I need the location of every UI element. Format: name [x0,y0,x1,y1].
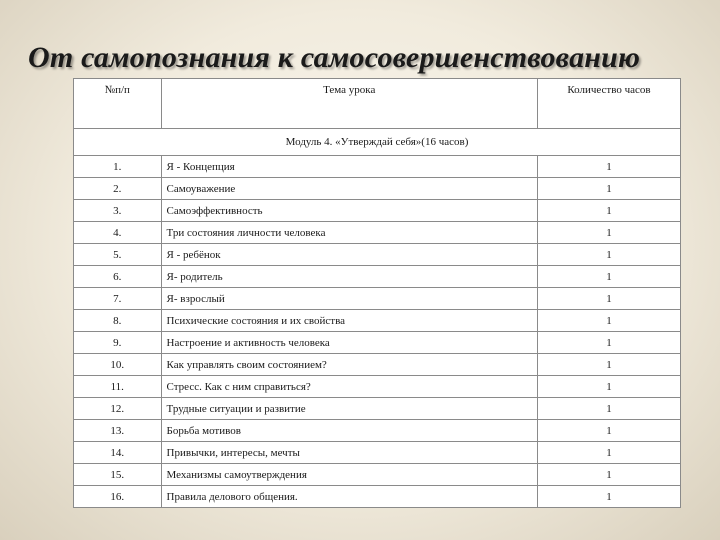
slide-title: От самопознания к самосовершенствованию [28,41,641,74]
table-header [74,79,681,129]
row-topic: Я - Концепция [161,156,537,178]
table-row [74,222,681,244]
row-hours: 1 [537,178,680,200]
row-hours: 1 [537,398,680,420]
row-hours: 1 [537,420,680,442]
table-row [74,376,681,398]
row-topic: Психические состояния и их свойства [161,310,537,332]
table-row [74,486,681,508]
row-number: 11. [74,376,162,398]
row-number: 7. [74,288,162,310]
table-row [74,398,681,420]
row-hours: 1 [537,288,680,310]
table-row [74,442,681,464]
table-row [74,156,681,178]
row-hours: 1 [537,266,680,288]
row-hours: 1 [537,354,680,376]
row-topic: Как управлять своим состоянием? [161,354,537,376]
header-row [74,79,681,129]
table-row [74,354,681,376]
module-title: Модуль 4. «Утверждай себя»(16 часов) [74,129,681,156]
table-row [74,178,681,200]
table-row [74,288,681,310]
row-number: 13. [74,420,162,442]
row-topic: Самоэффективность [161,200,537,222]
row-hours: 1 [537,376,680,398]
row-number: 16. [74,486,162,508]
row-number: 9. [74,332,162,354]
table-body [74,129,681,508]
row-hours: 1 [537,332,680,354]
row-hours: 1 [537,486,680,508]
row-hours: 1 [537,156,680,178]
table-row [74,332,681,354]
row-number: 1. [74,156,162,178]
header-number: №п/п [74,79,162,129]
row-topic: Настроение и активность человека [161,332,537,354]
row-hours: 1 [537,200,680,222]
row-number: 12. [74,398,162,420]
row-number: 14. [74,442,162,464]
row-hours: 1 [537,310,680,332]
table-row [74,266,681,288]
row-hours: 1 [537,222,680,244]
row-number: 3. [74,200,162,222]
row-number: 6. [74,266,162,288]
row-topic: Механизмы самоутверждения [161,464,537,486]
table-row [74,464,681,486]
row-number: 10. [74,354,162,376]
table-row [74,244,681,266]
table-row [74,310,681,332]
row-topic: Правила делового общения. [161,486,537,508]
row-number: 15. [74,464,162,486]
lesson-table [73,78,681,508]
row-topic: Я- взрослый [161,288,537,310]
header-topic: Тема урока [161,79,537,129]
row-hours: 1 [537,464,680,486]
row-topic: Я- родитель [161,266,537,288]
row-topic: Трудные ситуации и развитие [161,398,537,420]
row-number: 2. [74,178,162,200]
row-topic: Привычки, интересы, мечты [161,442,537,464]
row-number: 5. [74,244,162,266]
row-topic: Я - ребёнок [161,244,537,266]
table-row [74,200,681,222]
table-row [74,420,681,442]
row-topic: Стресс. Как с ним справиться? [161,376,537,398]
row-topic: Три состояния личности человека [161,222,537,244]
row-hours: 1 [537,244,680,266]
module-row [74,129,681,156]
row-topic: Борьба мотивов [161,420,537,442]
header-hours: Количество часов [537,79,680,129]
row-hours: 1 [537,442,680,464]
row-number: 8. [74,310,162,332]
row-number: 4. [74,222,162,244]
row-topic: Самоуважение [161,178,537,200]
